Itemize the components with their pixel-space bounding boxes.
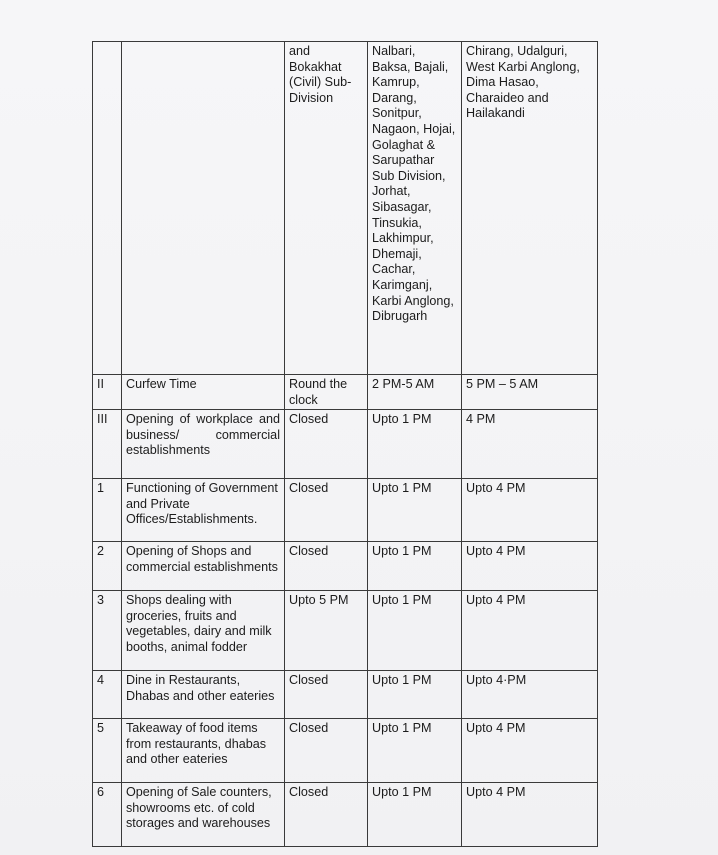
category-5-cell: 5 PM – 5 AM	[462, 375, 598, 410]
category-4-cell: Upto 1 PM	[368, 542, 462, 591]
category-4-cell: Nalbari, Baksa, Bajali, Kamrup, Darang, Sonitpur, Nagaon, Hojai, Golaghat & Sarupathar Sub Division, Jorhat, Sibasagar, Tinsukia, Lakhimpur, Dhemaji, Cachar, Karimganj, Karbi Anglong, Dibrugarh	[368, 42, 462, 375]
category-3-cell: Closed	[285, 783, 368, 847]
category-3-cell: and Bokakhat (Civil) Sub-Division	[285, 42, 368, 375]
category-3-cell: Round the clock	[285, 375, 368, 410]
row-number	[93, 42, 122, 375]
activity-cell: Shops dealing with groceries, fruits and vegetables, dairy and milk booths, animal fodder	[122, 591, 285, 671]
activity-cell: Dine in Restaurants, Dhabas and other eateries	[122, 671, 285, 719]
row-number: 3	[93, 591, 122, 671]
category-5-cell: 4 PM	[462, 410, 598, 479]
row-number: 2	[93, 542, 122, 591]
row-number: II	[93, 375, 122, 410]
category-4-cell: Upto 1 PM	[368, 591, 462, 671]
category-3-cell: Closed	[285, 479, 368, 542]
category-3-cell: Closed	[285, 410, 368, 479]
table-row	[93, 542, 598, 591]
category-3-cell: Closed	[285, 719, 368, 783]
activity-cell: Opening of workplace and business/ commercial establishments	[122, 410, 285, 479]
category-4-cell: Upto 1 PM	[368, 479, 462, 542]
row-number: 6	[93, 783, 122, 847]
activity-cell: Opening of Shops and commercial establishments	[122, 542, 285, 591]
table-row	[93, 783, 598, 847]
category-3-cell: Upto 5 PM	[285, 591, 368, 671]
category-4-cell: Upto 1 PM	[368, 671, 462, 719]
row-number: 1	[93, 479, 122, 542]
category-5-cell: Upto 4 PM	[462, 542, 598, 591]
table-row	[93, 591, 598, 671]
category-5-cell: Upto 4 PM	[462, 591, 598, 671]
category-5-cell: Upto 4 PM	[462, 479, 598, 542]
category-5-cell: Chirang, Udalguri, West Karbi Anglong, Dima Hasao, Charaideo and Hailakandi	[462, 42, 598, 375]
activity-cell	[122, 42, 285, 375]
category-4-cell: Upto 1 PM	[368, 719, 462, 783]
category-5-cell: Upto 4 PM	[462, 783, 598, 847]
category-4-cell: Upto 1 PM	[368, 783, 462, 847]
row-number: 5	[93, 719, 122, 783]
category-4-cell: Upto 1 PM	[368, 410, 462, 479]
row-number: III	[93, 410, 122, 479]
category-4-cell: 2 PM-5 AM	[368, 375, 462, 410]
table-row	[93, 410, 598, 479]
table-row	[93, 375, 598, 410]
activity-cell: Opening of Sale counters, showrooms etc. of cold storages and warehouses	[122, 783, 285, 847]
table-row	[93, 479, 598, 542]
table-row	[93, 42, 598, 375]
row-number: 4	[93, 671, 122, 719]
restrictions-table	[92, 41, 598, 847]
table-row	[93, 671, 598, 719]
category-5-cell: Upto 4 PM	[462, 719, 598, 783]
activity-cell: Functioning of Government and Private Offices/Establishments.	[122, 479, 285, 542]
activity-cell: Curfew Time	[122, 375, 285, 410]
category-5-cell: Upto 4·PM	[462, 671, 598, 719]
activity-cell: Takeaway of food items from restaurants, dhabas and other eateries	[122, 719, 285, 783]
category-3-cell: Closed	[285, 671, 368, 719]
category-3-cell: Closed	[285, 542, 368, 591]
table-row	[93, 719, 598, 783]
